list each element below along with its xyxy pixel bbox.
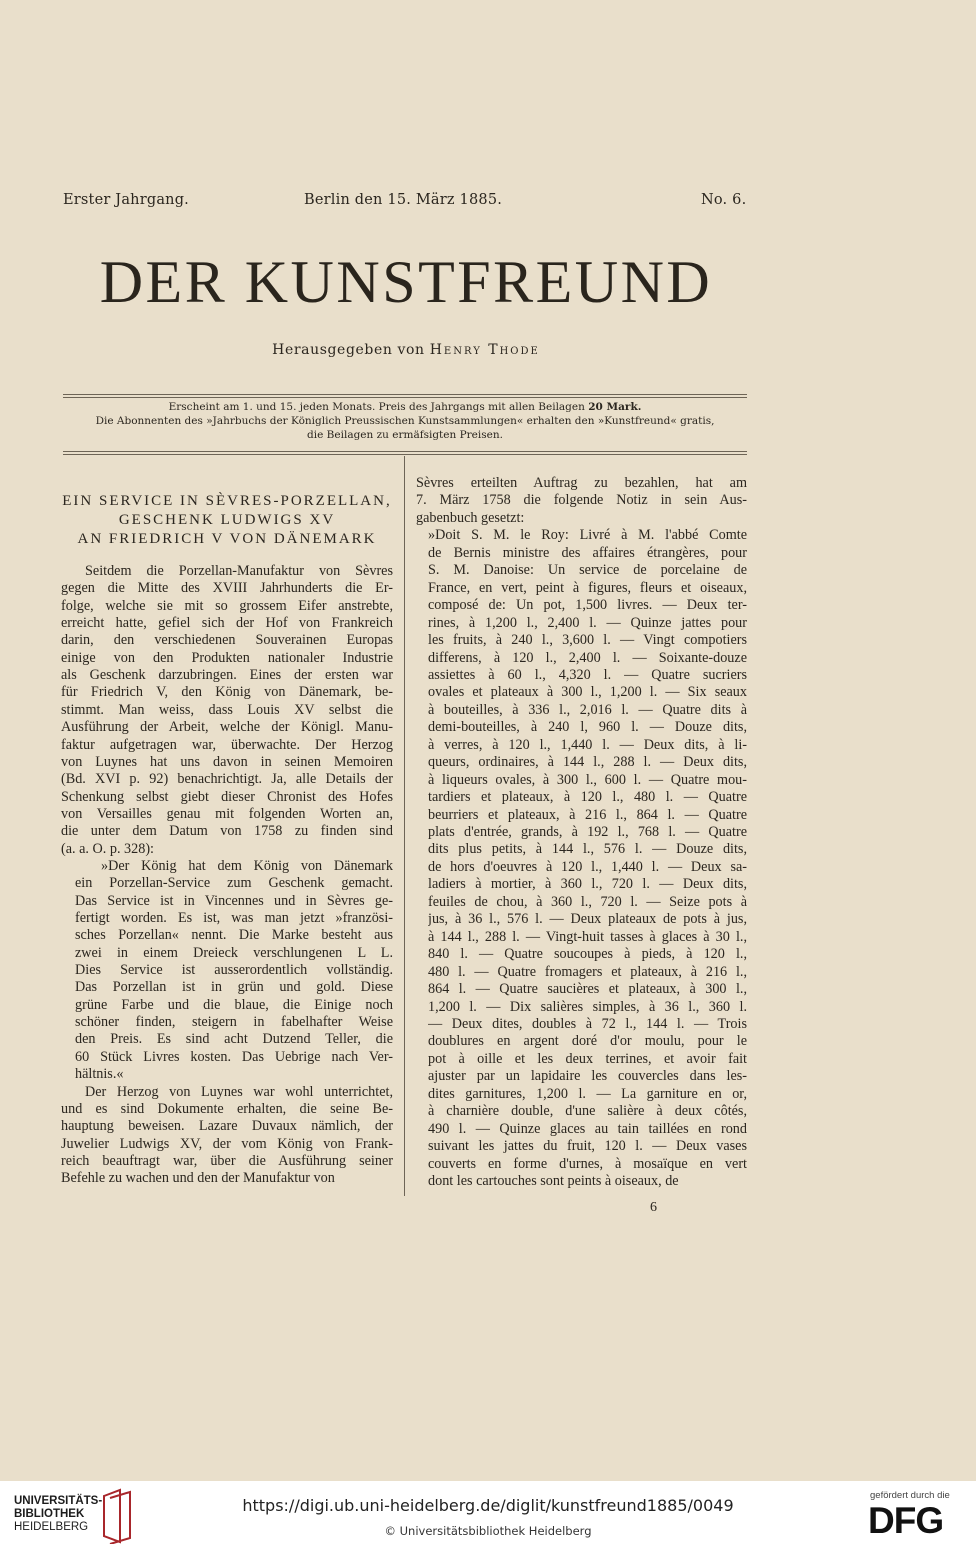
text-line: assiettes à 60 l., 4,320 l. — Quatre sucriers xyxy=(428,666,747,683)
text-line: plats d'entrée, grands, à 192 l., 768 l. — Quatre xyxy=(428,824,747,840)
text-line: grüne Farbe und die blaue, die Einige noch xyxy=(75,996,393,1013)
text-line: und es sind Dokumente erhalten, die seine Be- xyxy=(61,1100,393,1117)
editor-prefix: Herausgegeben von xyxy=(272,342,425,358)
text-line: (Bd. XVI p. 92) benachrichtigt. Ja, alle Details der xyxy=(61,771,393,788)
text-line: (a. a. O. p. 328): xyxy=(61,840,154,857)
text-line: rines, à 1,200 l., 2,400 l. — Quinze jattes pour xyxy=(428,614,747,631)
text-line: dits plus petits, à 144 l., 576 l. — Douze dits, xyxy=(428,841,747,858)
text-line: pot à oille et les deux terrines, et avoir fait xyxy=(428,1050,747,1067)
text-line: hältnis.« xyxy=(75,1066,124,1083)
text-line: Seitdem die Porzellan-Manufaktur von Sèvres xyxy=(85,563,393,579)
text-line: sches Porzellan« nennt. Die Marke besteht aus xyxy=(75,927,393,944)
editor-line xyxy=(0,342,812,358)
text-line: zwei in einem Dreieck verschlungenen L L. xyxy=(75,944,393,961)
text-line: ajuster par un lapidaire les couvercles dans les- xyxy=(428,1068,747,1085)
text-line: »Der König hat dem König von Dänemark xyxy=(101,857,393,874)
text-line: Das Porzellan ist in grün und gold. Diese xyxy=(75,979,393,996)
text-line: à liqueurs ovales, à 300 l., 600 l. — Quatre mou- xyxy=(428,771,747,788)
text-line: »Doit S. M. le Roy: Livré à M. l'abbé Comte xyxy=(428,527,747,544)
text-line: von Versailles genau mit folgenden Worten an, xyxy=(61,805,393,822)
notice-line-3: die Beilagen zu ermäfsigten Preisen. xyxy=(307,429,503,441)
permalink-url[interactable]: https://digi.ub.uni-heidelberg.de/diglit/kunstfreund1885/0049 xyxy=(242,1496,734,1515)
text-line: Schenkung selbst giebt dieser Chronist des Hofes xyxy=(61,788,393,805)
text-line: composé de: Un pot, 1,500 livres. — Deux ter- xyxy=(428,597,747,614)
subscription-notice xyxy=(63,400,747,442)
text-line: feuiles de chou, à 360 l., 720 l. — Seize pots à xyxy=(428,893,747,910)
text-line: erreicht hatte, gefiel sich der Hof von Frankreich xyxy=(61,615,393,632)
text-line: de hors d'oeuvres à 120 l., 1,440 l. — Deux sa- xyxy=(428,858,747,875)
text-line: demi-bouteilles, à 240 l, 960 l. — Douze dits, xyxy=(428,719,747,736)
text-line: die unter dem Datum von 1758 zu finden sind xyxy=(61,823,393,840)
text-line: stimmt. Man weiss, dass Louis XV selbst die xyxy=(61,701,393,718)
text-line: à 144 l., 288 l. — Vingt-huit tasses à glaces à 30 l., xyxy=(428,928,747,945)
text-line: gabenbuch gesetzt: xyxy=(416,509,525,526)
text-line: — Deux dites, doubles à 72 l., 144 l. — Trois xyxy=(428,1015,747,1032)
footer-bar xyxy=(0,1481,976,1550)
text-line: queurs, ordinaires, à 144 l., 288 l. — Deux dits, xyxy=(428,754,747,771)
text-line: Das Service ist in Vincennes und in Sèvres ge- xyxy=(75,892,393,909)
notice-line-1 xyxy=(63,400,747,414)
column-divider xyxy=(404,456,405,1196)
text-line: de Bernis ministre des affaires étrangères, pour xyxy=(428,544,747,561)
copyright-text: © Universitätsbibliothek Heidelberg xyxy=(384,1524,592,1538)
text-line: ovales et plateaux à 300 l., 1,200 l. — Six seaux xyxy=(428,684,747,701)
text-line: den Preis. Es sind acht Dutzend Teller, die xyxy=(75,1031,393,1048)
text-line: 840 l. — Quatre soucoupes à pieds, à 120 l., xyxy=(428,946,747,963)
text-line: France, en vert, peint à figures, fleurs et oiseaux, xyxy=(428,579,747,596)
page-number: 6 xyxy=(650,1200,657,1215)
text-line: differens, à 120 l., 2,400 l. — Soixante-douze xyxy=(428,649,747,666)
funding-label: gefördert durch die xyxy=(870,1490,950,1501)
text-line: doublures en argent doré d'or moulu, pour le xyxy=(428,1033,747,1050)
text-line: à verres, à 120 l., 1,440 l. — Deux dits, à li- xyxy=(428,736,747,753)
text-line: darin, den verschiedenen Souverainen Europas xyxy=(61,632,393,649)
article-heading-line-3: AN FRIEDRICH V VON DÄNEMARK xyxy=(77,531,377,547)
article-heading-line-1: EIN SERVICE IN SÈVRES-PORZELLAN, xyxy=(62,493,392,509)
text-line: Dies Service ist ausserordentlich vollständig. xyxy=(75,962,393,979)
editor-name: Henry Thode xyxy=(429,342,540,358)
text-line: 1,200 l. — Dix salières simples, à 36 l., 360 l. xyxy=(428,998,747,1015)
text-line: Juwelier Ludwigs XV, der vom König von Frank- xyxy=(61,1135,393,1152)
text-line: à bouteilles, à 336 l., 2,016 l. — Quatre dits à xyxy=(428,701,747,718)
text-line: ein Porzellan-Service zum Geschenk gemacht. xyxy=(75,875,393,892)
dfg-logo: DFG xyxy=(868,1500,944,1541)
text-line: als Geschenk darzubringen. Eines der ersten war xyxy=(61,667,393,684)
text-line: jus, à 36 l., 576 l. — Deux plateaux de pots à jus, xyxy=(428,911,747,928)
text-line: einige von den Produkten nationaler Industrie xyxy=(61,649,393,666)
library-line-3: HEIDELBERG xyxy=(14,1521,89,1533)
text-line: à charnière double, d'une salière à deux côtés, xyxy=(428,1103,747,1120)
text-line: Der Herzog von Luynes war wohl unterrichtet, xyxy=(85,1083,393,1100)
issue-number: No. 6. xyxy=(701,192,747,208)
bottom-rule-double xyxy=(63,454,747,455)
top-rule xyxy=(63,394,747,395)
notice-price: 20 Mark. xyxy=(588,401,642,413)
text-line: Ausführung der Arbeit, welche der Königl. Manu- xyxy=(61,719,393,736)
text-line: folge, welche sie mit so grossem Eifer anstrebte, xyxy=(61,597,393,614)
text-line: hauptung beweisen. Lazare Duvaux nämlich, der xyxy=(61,1118,393,1135)
text-line: 490 l. — Quinze glaces au tain taillées en rond xyxy=(428,1120,747,1137)
notice-text: Erscheint am 1. und 15. jeden Monats. Preis des Jahrgangs mit allen Beilagen xyxy=(168,401,585,413)
text-line: 7. März 1758 die folgende Notiz in sein Aus- xyxy=(416,492,747,509)
text-line: dites garnitures, 1,200 l. — La garniture en or, xyxy=(428,1085,747,1102)
text-line: beurriers et plateaux, à 216 l., 864 l. — Quatre xyxy=(428,806,747,823)
text-line: suivant les jattes du fruit, 120 l. — Deux vases xyxy=(428,1138,747,1155)
text-line: couverts en forme d'urnes, à mosaïque en vert xyxy=(428,1155,747,1172)
text-line: faktur aufgetragen war, überwachte. Der Herzog xyxy=(61,736,393,753)
text-line: reich beauftragt war, über die Ausführung seiner xyxy=(61,1152,393,1169)
text-line: tardiers et plateaux, à 120 l., 480 l. — Quatre xyxy=(428,789,747,806)
text-line: les fruits, à 240 l., 3,600 l. — Vingt compotiers xyxy=(428,632,747,649)
library-line-1: UNIVERSITÄTS- xyxy=(14,1495,103,1507)
text-line: ladiers à mortier, à 360 l., 720 l. — Deux dits, xyxy=(428,876,747,893)
text-line: schöner finden, steigern in fabelhafter Weise xyxy=(75,1014,393,1031)
volume-label: Erster Jahrgang. xyxy=(63,192,189,208)
text-line: fertigt worden. Es ist, was man jetzt »französi- xyxy=(75,910,393,926)
masthead-title: DER KUNSTFREUND xyxy=(99,249,713,315)
text-line: Sèvres erteilten Auftrag zu bezahlen, hat am xyxy=(416,475,747,491)
library-line-2: BIBLIOTHEK xyxy=(14,1508,85,1520)
bottom-rule xyxy=(63,451,747,452)
text-line: 480 l. — Quatre fromagers et plateaux, à 216 l., xyxy=(428,963,747,980)
article-heading-line-2: GESCHENK LUDWIGS XV xyxy=(118,512,336,528)
notice-line-2: Die Abonnenten des »Jahrbuchs der Königlich Preussischen Kunstsammlungen« erhalten den »Kunstfreund« gratis, xyxy=(95,415,715,427)
text-line: 60 Stück Livres kosten. Das Uebrige nach Ver- xyxy=(75,1048,393,1065)
text-line: 864 l. — Quatre saucières et plateaux, à 300 l., xyxy=(428,981,747,998)
text-line: gegen die Mitte des XVIII Jahrhunderts die Er- xyxy=(61,580,393,597)
text-line: Befehle zu wachen und den der Manufaktur von xyxy=(61,1170,335,1187)
issue-date: Berlin den 15. März 1885. xyxy=(304,192,503,208)
top-rule-double xyxy=(63,397,747,398)
text-line: S. M. Danoise: Un service de porcelaine de xyxy=(428,562,747,579)
text-line: von Luynes hat uns davon in seinen Memoiren xyxy=(61,753,393,770)
text-line: dont les cartouches sont peints à oiseaux, de xyxy=(428,1173,679,1189)
text-line: für Friedrich V, den König von Dänemark, be- xyxy=(61,684,393,701)
